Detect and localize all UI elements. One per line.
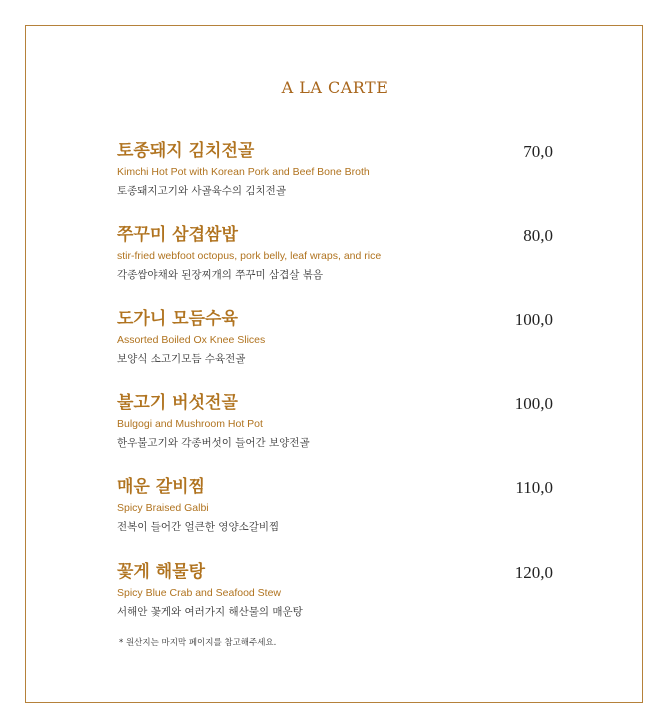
menu-item-price: 120,0 bbox=[514, 563, 553, 582]
menu-item-english: Assorted Boiled Ox Knee Slices bbox=[117, 334, 266, 346]
menu-item-name: 쭈꾸미 삼겹쌈밥 bbox=[117, 225, 238, 245]
origin-footnote: * 원산지는 마지막 페이지를 참고해주세요. bbox=[119, 638, 277, 648]
menu-item-name: 도가니 모듬수육 bbox=[117, 309, 238, 329]
menu-item-description: 토종돼지고기와 사골육수의 김치전골 bbox=[117, 185, 286, 197]
menu-item-description: 보양식 소고기모듬 수육전골 bbox=[117, 353, 246, 365]
menu-item-price: 110,0 bbox=[515, 478, 553, 497]
menu-item-english: stir-fried webfoot octopus, pork belly, leaf wraps, and rice bbox=[117, 250, 382, 262]
menu-item-name: 불고기 버섯전골 bbox=[117, 393, 238, 413]
menu-item-description: 전복이 들어간 얼큰한 영양소갈비찜 bbox=[117, 521, 280, 533]
menu-item bbox=[117, 392, 553, 450]
menu-title: A LA CARTE bbox=[281, 78, 389, 97]
menu-item-english: Bulgogi and Mushroom Hot Pot bbox=[117, 418, 263, 430]
menu-item-description: 한우불고기와 각종버섯이 들어간 보양전골 bbox=[117, 437, 310, 449]
menu-item-description: 서해안 꽃게와 여러가지 해산물의 매운탕 bbox=[117, 606, 303, 618]
menu-item-description: 각종쌈야채와 된장찌개의 쭈꾸미 삼겹살 볶음 bbox=[117, 269, 324, 281]
menu-item-price: 70,0 bbox=[523, 142, 553, 161]
menu-item-price: 80,0 bbox=[523, 226, 553, 245]
menu-item-name: 꽃게 해물탕 bbox=[117, 562, 206, 582]
menu-item bbox=[117, 476, 553, 534]
menu-item-price: 100,0 bbox=[514, 394, 553, 413]
menu-item-name: 매운 갈비찜 bbox=[117, 477, 206, 497]
menu-item bbox=[117, 561, 553, 619]
menu-item-english: Spicy Blue Crab and Seafood Stew bbox=[117, 587, 282, 599]
menu-item-price: 100,0 bbox=[514, 310, 553, 329]
menu-item-english: Spicy Braised Galbi bbox=[117, 502, 209, 514]
menu-item bbox=[117, 308, 553, 366]
menu-item bbox=[117, 224, 553, 282]
menu-item-name: 토종돼지 김치전골 bbox=[117, 141, 255, 161]
menu-item-english: Kimchi Hot Pot with Korean Pork and Beef Bone Broth bbox=[117, 166, 370, 178]
menu-item bbox=[117, 140, 553, 198]
